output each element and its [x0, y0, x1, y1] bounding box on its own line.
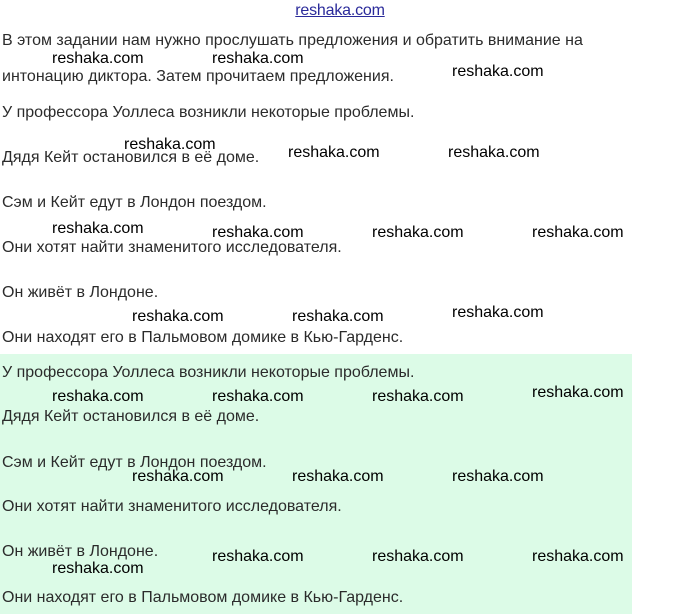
intro-line-1: В этом задании нам нужно прослушать предложения и обратить внимание на [2, 32, 583, 49]
sentence-5: Он живёт в Лондоне. [2, 284, 159, 301]
watermark: reshaka.com [292, 468, 384, 485]
site-logo[interactable]: reshaka.com [295, 2, 385, 19]
answer-sentence-5: Он живёт в Лондоне. [2, 543, 159, 560]
watermark: reshaka.com [452, 63, 544, 80]
answer-sentence-3: Сэм и Кейт едут в Лондон поездом. [2, 454, 267, 471]
watermark: reshaka.com [448, 144, 540, 161]
watermark: reshaka.com [292, 308, 384, 325]
watermark: reshaka.com [288, 144, 380, 161]
answer-sentence-4: Они хотят найти знаменитого исследователя. [2, 498, 342, 515]
watermark: reshaka.com [532, 224, 624, 241]
sentence-1: У профессора Уоллеса возникли некоторые проблемы. [2, 104, 415, 121]
watermark: reshaka.com [124, 136, 216, 153]
watermark: reshaka.com [372, 224, 464, 241]
watermark: reshaka.com [52, 50, 144, 67]
watermark: reshaka.com [212, 50, 304, 67]
watermark: reshaka.com [532, 548, 624, 565]
intro-line-2: интонацию диктора. Затем прочитаем предложения. [2, 68, 394, 85]
watermark: reshaka.com [132, 308, 224, 325]
answer-sentence-1: У профессора Уоллеса возникли некоторые проблемы. [2, 364, 415, 381]
watermark: reshaka.com [372, 548, 464, 565]
watermark: reshaka.com [532, 384, 624, 401]
watermark: reshaka.com [212, 548, 304, 565]
watermark: reshaka.com [212, 224, 304, 241]
watermark: reshaka.com [52, 388, 144, 405]
answer-sentence-2: Дядя Кейт остановился в её доме. [2, 408, 260, 425]
sentence-4: Они хотят найти знаменитого исследователя. [2, 239, 342, 256]
watermark: reshaka.com [452, 468, 544, 485]
watermark: reshaka.com [372, 388, 464, 405]
watermark: reshaka.com [212, 388, 304, 405]
watermark: reshaka.com [52, 220, 144, 237]
answer-sentence-6: Они находят его в Пальмовом домике в Кью-Гарденс. [2, 589, 404, 606]
sentence-3: Сэм и Кейт едут в Лондон поездом. [2, 194, 267, 211]
watermark: reshaka.com [452, 304, 544, 321]
sentence-6: Они находят его в Пальмовом домике в Кью-Гарденс. [2, 329, 404, 346]
sentence-2: Дядя Кейт остановился в её доме. [2, 149, 260, 166]
watermark: reshaka.com [132, 468, 224, 485]
watermark: reshaka.com [52, 560, 144, 577]
